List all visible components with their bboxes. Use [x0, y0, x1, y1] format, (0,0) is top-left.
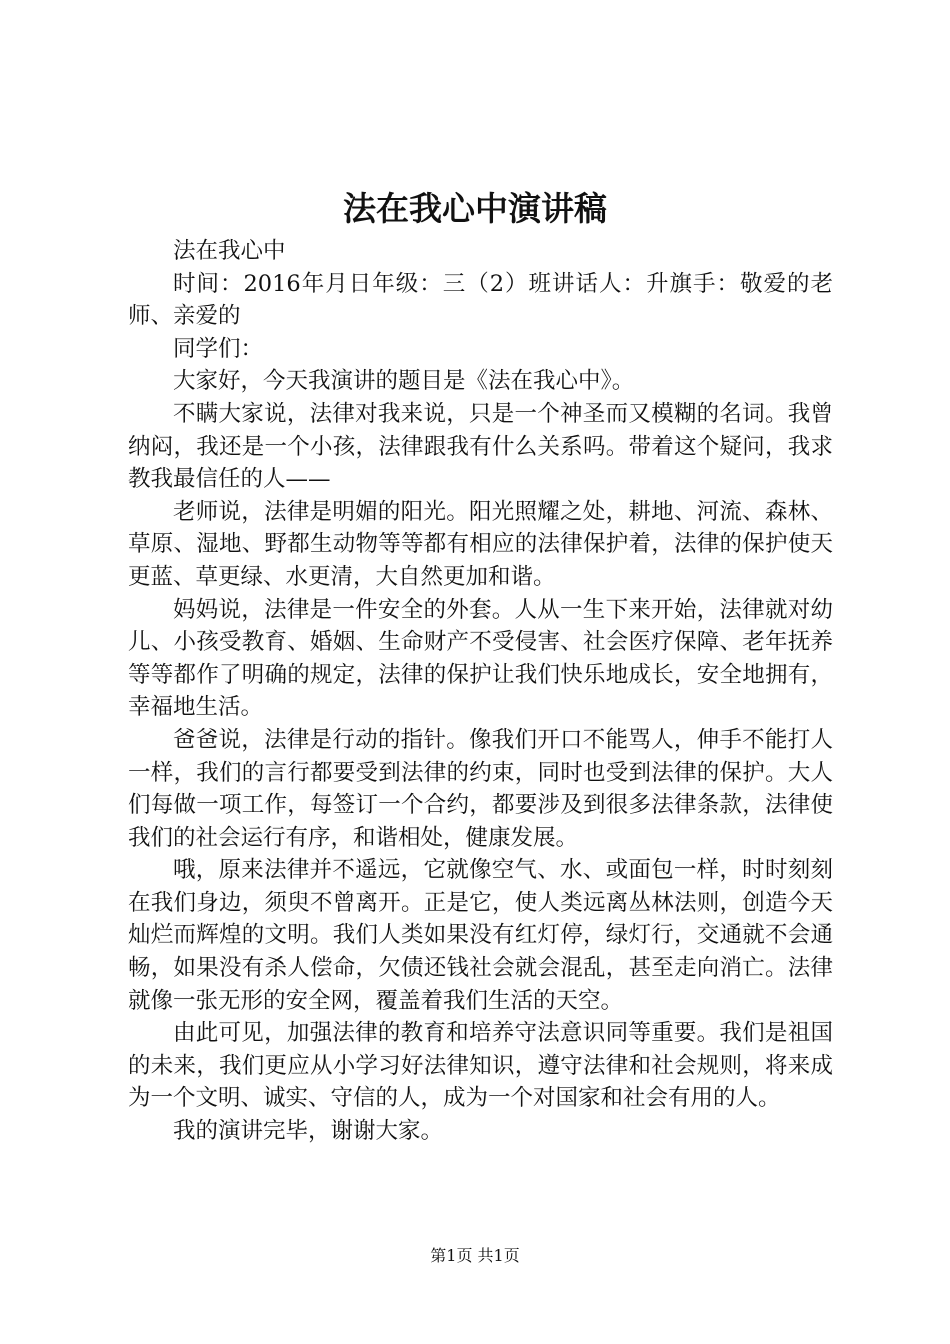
page-footer: 第1页 共1页 — [430, 1246, 520, 1265]
paragraph: 哦，原来法律并不遥远，它就像空气、水、或面包一样，时时刻刻在我们身边，须臾不曾离开。正是它，使人类远离丛林法则，创造今天灿烂而辉煌的文明。我们人类如果没有红灯停，绿灯行，交通就不会通畅，如果没有杀人偿命，欠债还钱社会就会混乱，甚至走向消亡。法律就像一张无形的安全网，覆盖着我们生活的天空。 — [128, 857, 833, 1014]
paragraph: 法在我心中 — [173, 238, 286, 264]
paragraph: 妈妈说，法律是一件安全的外套。人从一生下来开始，法律就对幼儿、小孩受教育、婚姻、生命财产不受侵害、社会医疗保障、老年抚养等等都作了明确的规定，法律的保护让我们快乐地成长，安全地拥有，幸福地生活。 — [128, 596, 833, 721]
paragraph: 时间：2016年月日年级：三（2）班讲话人：升旗手：敬爱的老师、亲爱的 — [128, 270, 833, 330]
paragraph: 老师说，法律是明媚的阳光。阳光照耀之处，耕地、河流、森林、草原、湿地、野都生动物等等都有相应的法律保护着，法律的保护使天更蓝、草更绿、水更清，大自然更加和谐。 — [128, 498, 833, 590]
paragraph: 同学们： — [173, 335, 264, 362]
paragraph: 爸爸说，法律是行动的指针。像我们开口不能骂人，伸手不能打人一样，我们的言行都要受到法律的约束，同时也受到法律的保护。大人们每做一项工作，每签订一个合约，都要涉及到很多法律条款，法律使我们的社会运行有序，和谐相处，健康发展。 — [128, 726, 833, 851]
document-body — [128, 235, 833, 1148]
paragraph: 大家好，今天我演讲的题目是《法在我心中》。 — [173, 368, 635, 395]
paragraph: 由此可见，加强法律的教育和培养守法意识同等重要。我们是祖国的未来，我们更应从小学习好法律知识，遵守法律和社会规则，将来成为一个文明、诚实、守信的人，成为一个对国家和社会有用的人。 — [128, 1020, 833, 1112]
document-title: 法在我心中演讲稿 — [343, 189, 607, 228]
paragraph: 我的演讲完毕，谢谢大家。 — [173, 1118, 444, 1145]
paragraph: 不瞒大家说，法律对我来说，只是一个神圣而又模糊的名词。我曾纳闷，我还是一个小孩，法律跟我有什么关系吗。带着这个疑问，我求教我最信任的人—— — [128, 400, 833, 493]
